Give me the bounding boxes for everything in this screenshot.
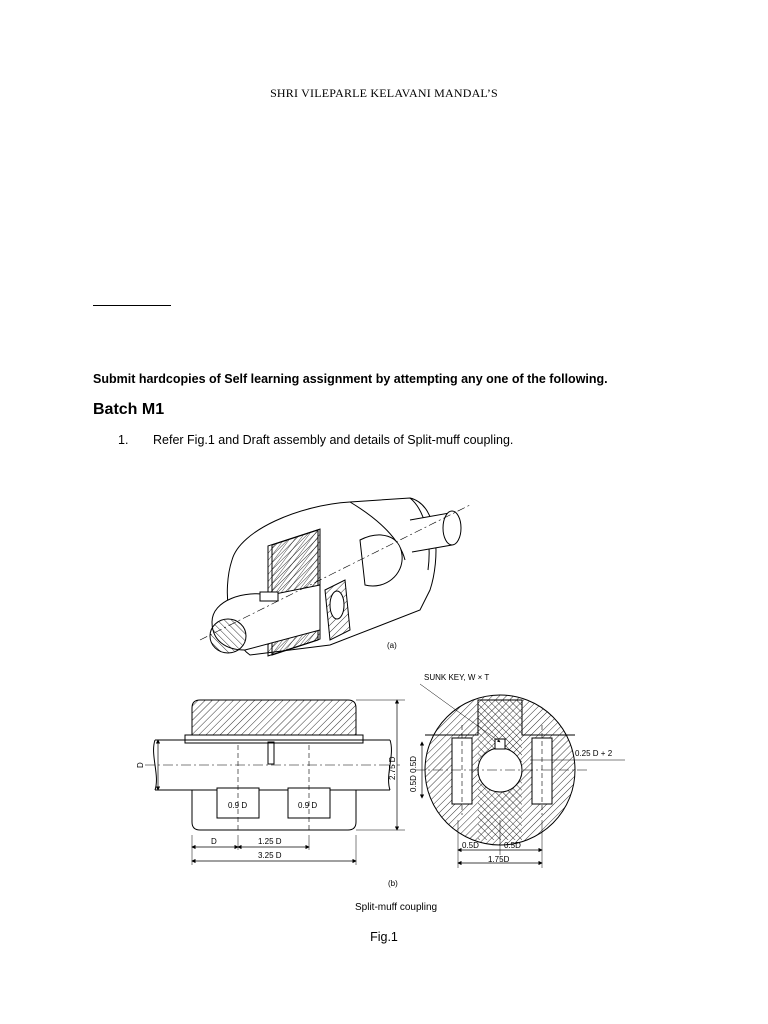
dim-0-9d-left: 0.9 D: [228, 801, 248, 810]
task-text: Refer Fig.1 and Draft assembly and details of Split-muff coupling.: [153, 433, 514, 447]
dim-0-5d-right: 0.5D: [504, 841, 521, 850]
dim-d-bottom: D: [211, 837, 217, 846]
dim-0-9d-right: 0.9 D: [298, 801, 318, 810]
figure-caption: Split-muff coupling: [355, 902, 438, 913]
view-a-label: (a): [387, 641, 397, 650]
dim-2-75d: 2.75 D: [388, 756, 397, 780]
task-number: 1.: [118, 433, 129, 447]
task-item: [118, 433, 513, 447]
dim-0-25d-plus-2: 0.25 D + 2: [575, 749, 613, 758]
blank-underline: [93, 305, 171, 306]
dim-d: D: [136, 762, 145, 768]
batch-heading: Batch M1: [93, 401, 165, 418]
split-muff-coupling-drawing: [120, 490, 640, 920]
dim-0-5d-left: 0.5D: [462, 841, 479, 850]
dim-1-75d: 1.75D: [488, 855, 510, 864]
instruction-text: Submit hardcopies of Self learning assignment by attempting any one of the following.: [93, 372, 608, 386]
isometric-view: [200, 498, 470, 656]
dim-0-5d-vertical: 0.5D 0.5D: [409, 755, 418, 792]
institute-heading: SHRI VILEPARLE KELAVANI MANDAL’S: [270, 86, 498, 100]
view-b-label: (b): [388, 879, 398, 888]
dim-1-25d: 1.25 D: [258, 837, 282, 846]
dim-3-25d: 3.25 D: [258, 851, 282, 860]
dim-sunk-key: SUNK KEY, W × T: [424, 673, 490, 682]
figure-label: Fig.1: [370, 930, 398, 944]
